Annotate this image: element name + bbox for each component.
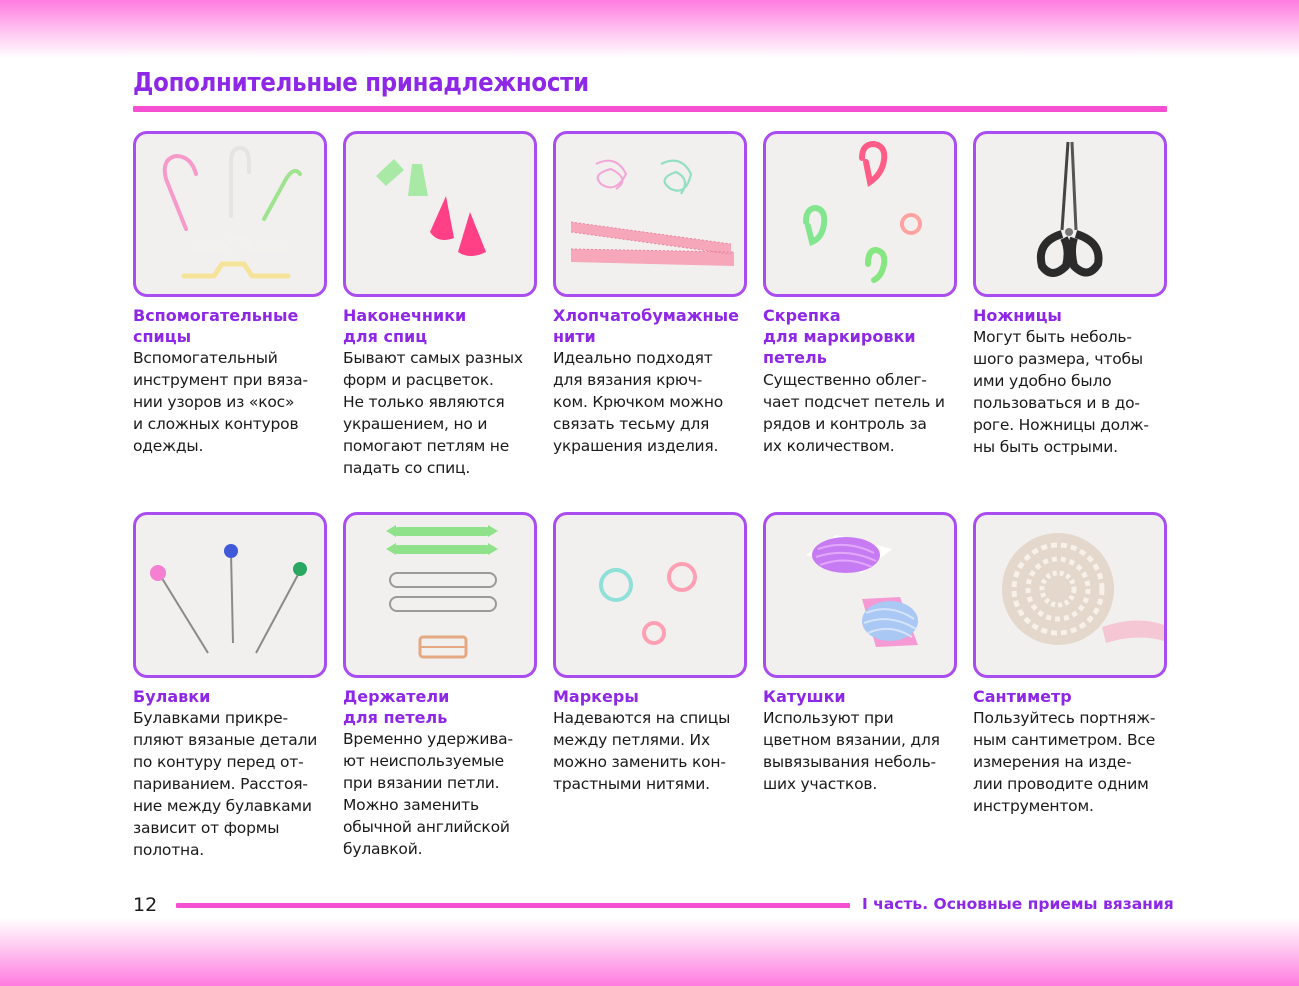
item-photo-frame (133, 512, 327, 678)
bottom-gradient-band (0, 918, 1299, 986)
item-title: Скрепка для маркировки петель (763, 306, 916, 367)
item-description: Существенно облег- чает подсчет петель и рядов и контроль за их количеством. (763, 371, 945, 455)
item-photo-frame (553, 131, 747, 297)
measuring-tape-icon (976, 515, 1164, 675)
item-photo-frame (973, 512, 1167, 678)
pins-icon (136, 515, 324, 675)
item-description: Булавками прикре- пляют вязаные детали по контуру перед от- париванием. Расстоя- ние между булавками зависит от формы полотна. (133, 709, 318, 859)
item-photo-frame (763, 131, 957, 297)
item-title: Сантиметр (973, 687, 1072, 706)
item-description: Используют при цветном вязании, для вывязывания неболь- ших участков. (763, 709, 940, 793)
item-description: Идеально подходят для вязания крюч- ком. Крючком можно связать тесьму для украшения изделия. (553, 349, 724, 455)
item-title: Хлопчатобумажные нити (553, 306, 739, 346)
item-title: Ножницы (973, 306, 1062, 325)
item-title: Маркеры (553, 687, 639, 706)
ring-markers-icon (556, 515, 744, 675)
cotton-threads-icon (556, 134, 744, 294)
title-divider (133, 106, 1167, 112)
item-photo-frame (343, 131, 537, 297)
bobbins-icon (766, 515, 954, 675)
item-description: Пользуйтесь портняж- ным сантиметром. Все измерения на изде- лии проводите одним инструментом. (973, 709, 1156, 815)
cable-needles-icon (136, 134, 324, 294)
top-gradient-band (0, 0, 1299, 58)
item-description: Временно удержива- ют неиспользуемые при вязании петли. Можно заменить обычной английской булавкой. (343, 730, 513, 858)
item-description: Бывают самых разных форм и расцветок. Не только являются украшением, но и помогают петлям не падать со спиц. (343, 349, 523, 477)
footer-divider (176, 903, 850, 908)
item-photo-frame (553, 512, 747, 678)
item-title: Катушки (763, 687, 846, 706)
item-title: Держатели для петель (343, 687, 450, 727)
item-description: Могут быть неболь- шого размера, чтобы ими удобно было пользоваться и в до- роге. Ножницы долж- ны быть острыми. (973, 328, 1149, 456)
stitch-marker-clips-icon (766, 134, 954, 294)
chapter-title: I часть. Основные приемы вязания (862, 895, 1174, 913)
item-photo-frame (973, 131, 1167, 297)
scissors-icon (976, 134, 1164, 294)
item-photo-frame (763, 512, 957, 678)
item-title: Наконечники для спиц (343, 306, 467, 346)
item-description: Вспомогательный инструмент при вяза- нии узоров из «кос» и сложных контуров одежды. (133, 349, 308, 455)
item-title: Вспомогательные спицы (133, 306, 299, 346)
page-number: 12 (133, 894, 158, 916)
needle-tips-icon (346, 134, 534, 294)
item-photo-frame (133, 131, 327, 297)
item-description: Надеваются на спицы между петлями. Их можно заменить кон- трастными нитями. (553, 709, 731, 793)
stitch-holders-icon (346, 515, 534, 675)
item-photo-frame (343, 512, 537, 678)
page-title: Дополнительные принадлежности (133, 68, 589, 98)
item-title: Булавки (133, 687, 211, 706)
